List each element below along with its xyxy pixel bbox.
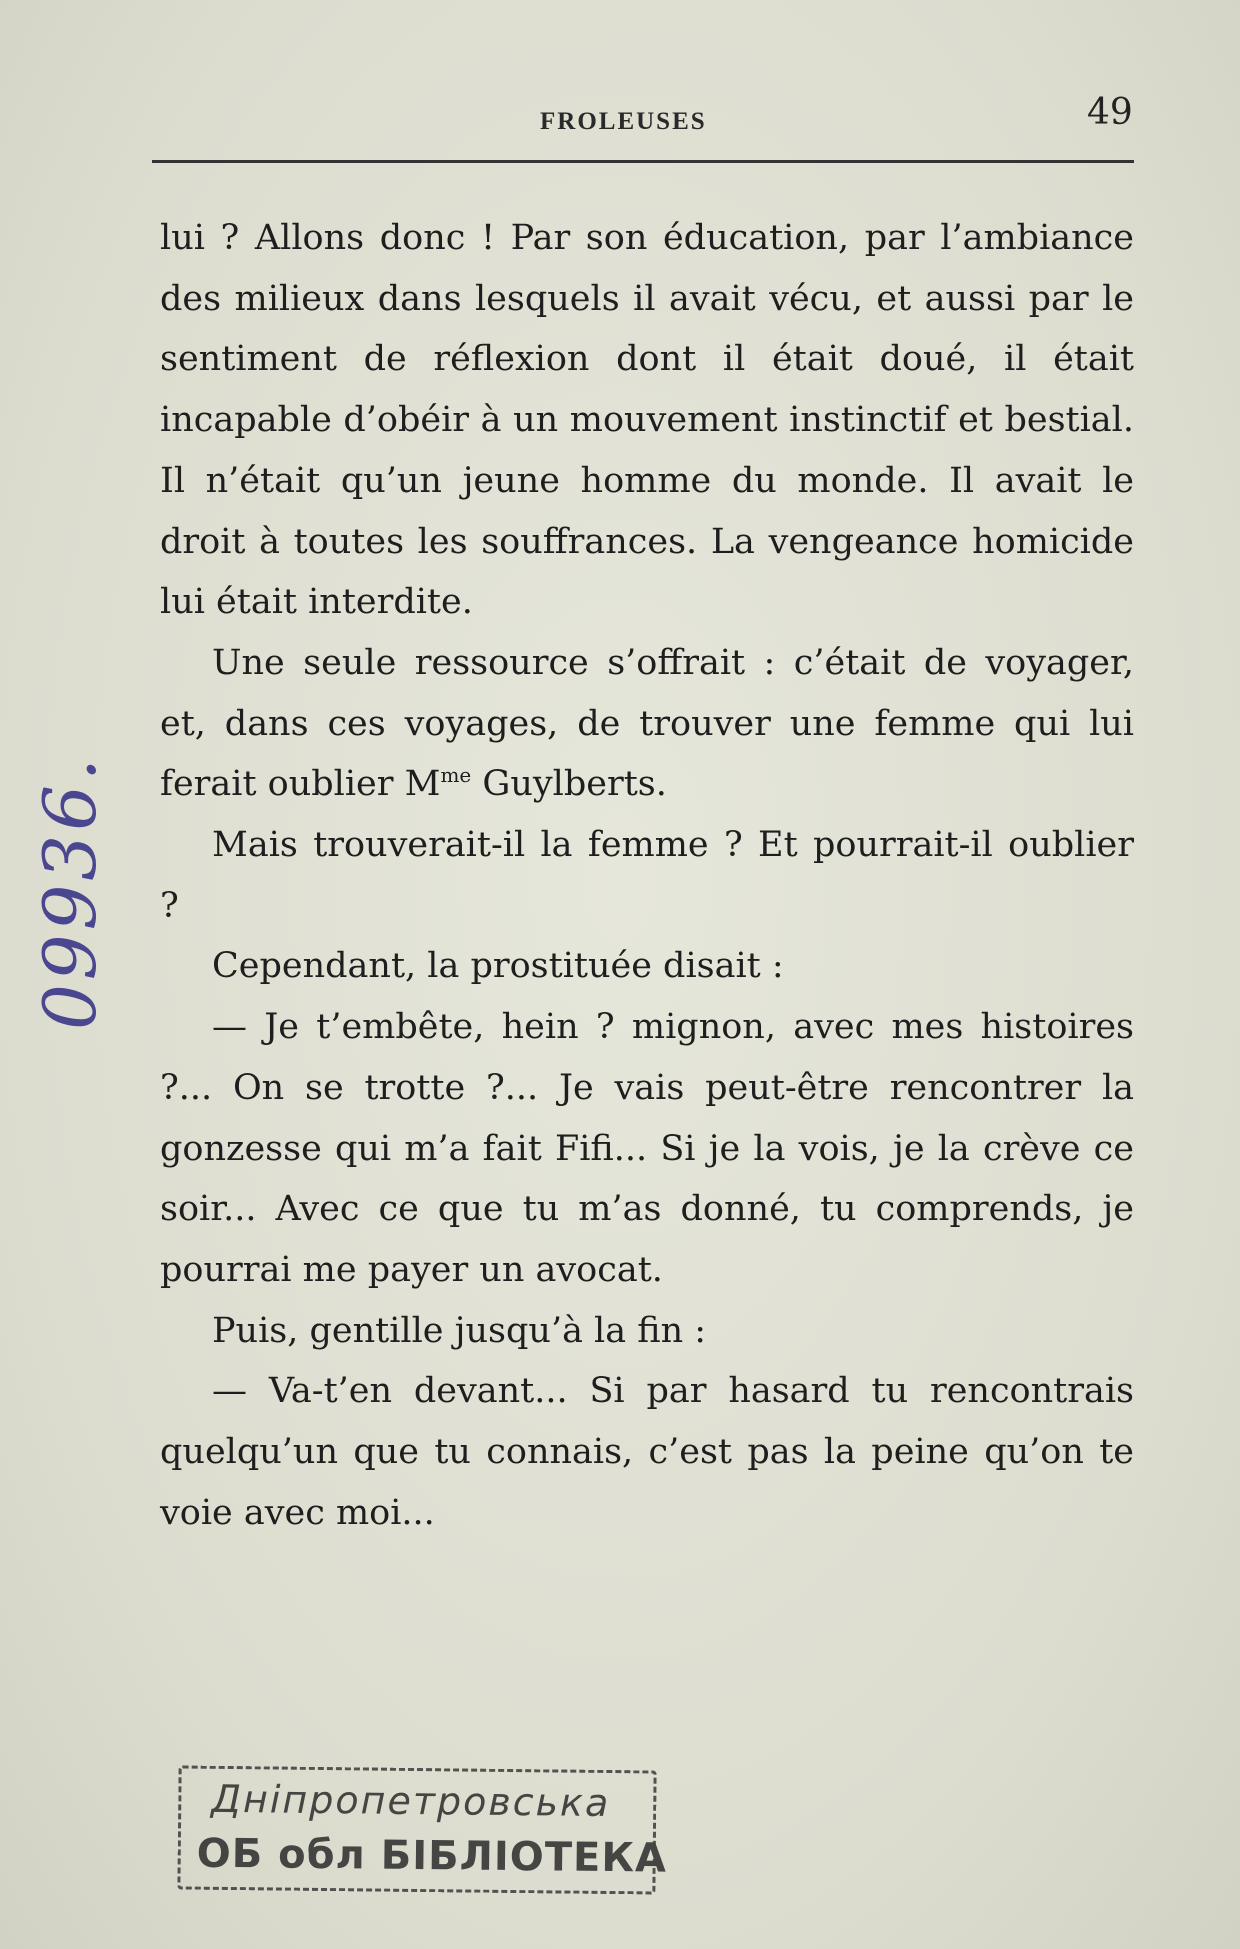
header-rule [152, 160, 1134, 163]
paragraph-1: lui ? Allons donc ! Par son éducation, par l’ambiance des milieux dans lesquels il avait vécu, et aussi par le sentiment de réflexion dont il était doué, il était incapable d’obéir à un mouvement instinctif et bestial. Il n’était qu’un jeune homme du monde. Il avait le droit à toutes les souffrances. La vengeance homicide lui était interdite. [160, 218, 1134, 623]
madame-superscript: me [440, 763, 472, 788]
paragraph-3: Mais trouverait-il la femme ? Et pourrait-il oublier ? [160, 825, 1134, 926]
body-text [160, 208, 1134, 1543]
paragraph-2 [160, 633, 1134, 815]
library-stamp [177, 1766, 668, 1895]
stamp-line-1: Дніпропетровська [211, 1776, 611, 1826]
paragraph-2-text-before: Une seule ressource s’offrait : c’était de voyager, et, dans ces voyages, de trouver une femme qui lui ferait oublier M [160, 642, 1134, 805]
dialogue-1: — Je t’embête, hein ? mignon, avec mes histoires ?... On se trotte ?... Je vais peut-être rencontrer la gonzesse qui m’a fait Fifi... Si je la vois, je la crève ce soir... Avec ce que tu m’as donné, tu comprends, je pourrai me payer un avocat. [160, 1007, 1134, 1290]
running-title: FROLEUSES [540, 108, 707, 135]
dialogue-2: — Va-t’en devant... Si par hasard tu rencontrais quelqu’un que tu connais, c’est pas la peine qu’on te voie avec moi... [160, 1371, 1134, 1533]
handwritten-inventory-number: 09936. [28, 754, 112, 1030]
paragraph-2-text-after: Guylberts. [471, 764, 667, 805]
paragraph-6: Puis, gentille jusqu’à la fin : [212, 1310, 707, 1351]
page-number: 49 [1087, 92, 1133, 133]
stamp-line-2: ОБ обл БІБЛІОТЕКА [196, 1830, 668, 1882]
paragraph-4: Cependant, la prostituée disait : [212, 946, 784, 987]
